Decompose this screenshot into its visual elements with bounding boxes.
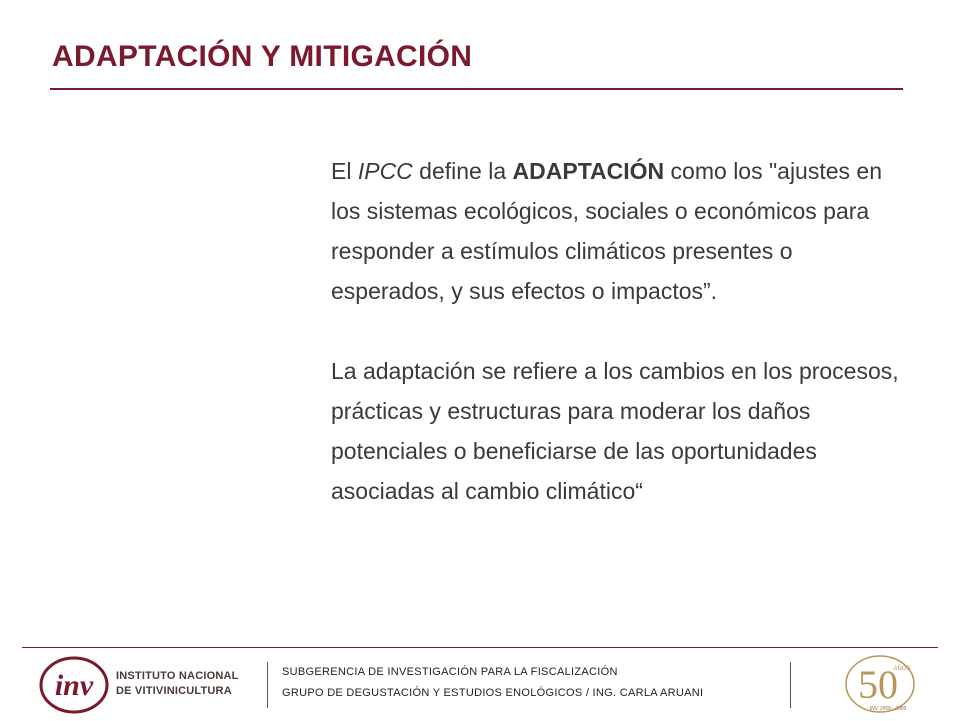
adaptation-term: ADAPTACIÓN (512, 158, 665, 184)
anniversary-number: 50 (858, 662, 898, 707)
logo-line-2: DE VITIVINICULTURA (116, 685, 232, 697)
p1-mid: define la (412, 158, 513, 184)
title-divider (50, 88, 903, 90)
inv-logo (38, 655, 258, 715)
inv-logo-mark-icon (38, 655, 110, 715)
inv-logo-text (116, 669, 239, 699)
anniversary-logo (840, 650, 920, 716)
anniversary-word: AÑOS (893, 666, 911, 672)
p1-intro: El (331, 158, 358, 184)
footer-separator-right (790, 662, 791, 708)
anniversary-years: INV 1959 - 2009 (869, 706, 907, 712)
slide-title: ADAPTACIÓN Y MITIGACIÓN (52, 40, 473, 73)
slide-body (331, 151, 911, 511)
footer-separator-left (267, 662, 268, 708)
definition-paragraph (331, 151, 911, 311)
anniversary-50-icon (840, 650, 920, 716)
footer-line-2: GRUPO DE DEGUSTACIÓN Y ESTUDIOS ENOLÓGICOS / ING. CARLA ARUANI (282, 687, 704, 699)
explanation-paragraph: La adaptación se refiere a los cambios en los procesos, prácticas y estructuras para moderar los daños potenciales o beneficiarse de las oportunidades asociadas al cambio climático“ (331, 358, 899, 504)
p1-rest: como los "ajustes en los sistemas ecológicos, sociales o económicos para responder a estímulos climáticos presentes o esperados, y sus efectos o impactos”. (331, 158, 882, 304)
svg-text:inv: inv (54, 669, 94, 702)
ipcc-term: IPCC (357, 158, 413, 184)
paragraph-gap (331, 311, 911, 351)
footer-credits (282, 662, 703, 704)
logo-line-1: INSTITUTO NACIONAL (116, 670, 239, 682)
footer-line-1: SUBGERENCIA DE INVESTIGACIÓN PARA LA FISCALIZACIÓN (282, 666, 618, 678)
footer-divider (22, 647, 938, 648)
